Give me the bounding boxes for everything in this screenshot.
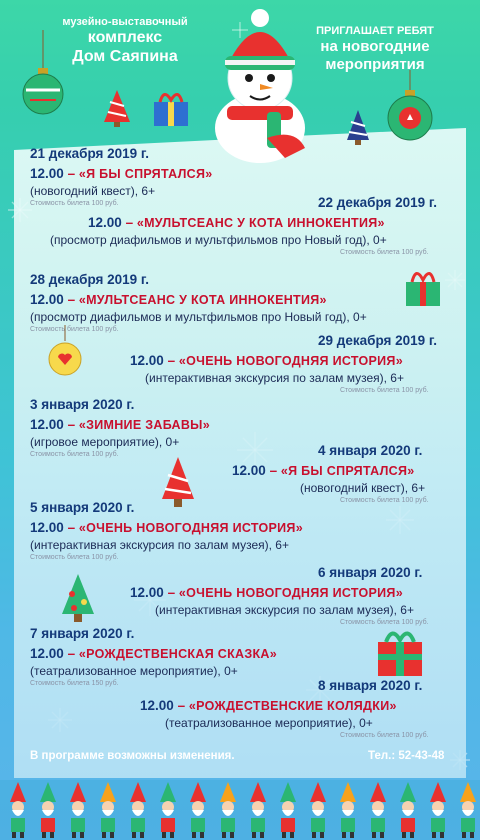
event-title-line: [130, 353, 403, 368]
ticket-price: Стоимость билета 100 руб.: [30, 451, 119, 458]
phone-number: Тел.: 52-43-48: [368, 750, 445, 762]
gift-box-icon: [372, 624, 428, 680]
ticket-price: Стоимость билета 150 руб.: [30, 680, 119, 687]
event-date: 22 декабря 2019 г.: [318, 195, 437, 210]
ticket-price: Стоимость билета 100 руб.: [340, 249, 429, 256]
organizer-line-1: комплекс: [87, 28, 163, 46]
ticket-price: Стоимость билета 100 руб.: [30, 326, 119, 333]
event-dash: –: [67, 166, 76, 181]
event-title-line: [30, 292, 327, 307]
event-name: «МУЛЬТСЕАНС У КОТА ИННОКЕНТИЯ»: [78, 293, 327, 307]
event-date: 28 декабря 2019 г.: [30, 272, 149, 287]
event-title-line: [30, 520, 303, 535]
event-date: 5 января 2020 г.: [30, 500, 135, 515]
event-time: 12.00: [88, 215, 122, 230]
event-dash: –: [177, 698, 186, 713]
event-date: 8 января 2020 г.: [318, 678, 423, 693]
event-name: «Я БЫ СПРЯТАЛСЯ»: [78, 167, 213, 181]
event-description: (просмотр диафильмов и мультфильмов про Новый год), 0+: [50, 233, 387, 247]
event-description: (новогодний квест), 6+: [300, 481, 426, 495]
event-date: 7 января 2020 г.: [30, 626, 135, 641]
christmas-tree-icon: [345, 108, 371, 146]
ticket-price: Стоимость билета 100 руб.: [340, 619, 429, 626]
event-description: (новогодний квест), 6+: [30, 184, 156, 198]
ornament-ball-icon: [385, 70, 435, 160]
event-date: 21 декабря 2019 г.: [30, 146, 149, 161]
event-date: 3 января 2020 г.: [30, 397, 135, 412]
event-title-line: [88, 215, 385, 230]
event-description: (интерактивная экскурсия по залам музея), 6+: [155, 603, 414, 617]
christmas-tree-icon: [102, 88, 132, 128]
event-time: 12.00: [30, 520, 64, 535]
event-title-line: [130, 585, 403, 600]
event-date: 6 января 2020 г.: [318, 565, 423, 580]
ticket-price: Стоимость билета 100 руб.: [30, 200, 119, 207]
event-description: (игровое мероприятие), 0+: [30, 435, 180, 449]
invite-subtitle: ПРИГЛАШАЕТ РЕБЯТ: [316, 25, 434, 37]
invite-line-2: мероприятия: [325, 55, 425, 73]
event-time: 12.00: [30, 646, 64, 661]
christmas-tree-icon: [158, 455, 198, 509]
event-name: «Я БЫ СПРЯТАЛСЯ»: [280, 464, 415, 478]
ornament-ball-icon: [45, 325, 85, 385]
snowman-icon: [205, 8, 315, 168]
christmas-tree-icon: [58, 572, 98, 624]
event-description: (театрализованное мероприятие), 0+: [165, 716, 373, 730]
event-time: 12.00: [130, 353, 164, 368]
event-title-line: [30, 417, 210, 432]
event-time: 12.00: [30, 292, 64, 307]
organizer-line-2: Дом Саяпина: [72, 47, 178, 65]
event-title-line: [232, 463, 415, 478]
event-time: 12.00: [232, 463, 266, 478]
gnome-border: [0, 780, 480, 840]
gift-box-icon: [400, 262, 446, 310]
gift-box-icon: [150, 86, 192, 130]
event-name: «ОЧЕНЬ НОВОГОДНЯЯ ИСТОРИЯ»: [178, 354, 403, 368]
event-time: 12.00: [30, 417, 64, 432]
event-dash: –: [67, 520, 76, 535]
organizer-subtitle: музейно-выставочный: [62, 16, 188, 28]
event-name: «ОЧЕНЬ НОВОГОДНЯЯ ИСТОРИЯ»: [178, 586, 403, 600]
ornament-ball-icon: [18, 30, 68, 120]
event-title-line: [30, 646, 277, 661]
event-title-line: [30, 166, 213, 181]
event-description: (интерактивная экскурсия по залам музея), 6+: [145, 371, 404, 385]
event-time: 12.00: [130, 585, 164, 600]
event-name: «РОЖДЕСТВЕНСКИЕ КОЛЯДКИ»: [188, 699, 397, 713]
event-dash: –: [67, 292, 76, 307]
event-name: «ЗИМНИЕ ЗАБАВЫ»: [78, 418, 210, 432]
event-dash: –: [167, 353, 176, 368]
event-description: (театрализованное мероприятие), 0+: [30, 664, 238, 678]
event-dash: –: [67, 417, 76, 432]
event-title-line: [140, 698, 397, 713]
event-description: (интерактивная экскурсия по залам музея), 6+: [30, 538, 289, 552]
event-name: «РОЖДЕСТВЕНСКАЯ СКАЗКА»: [78, 647, 277, 661]
event-dash: –: [125, 215, 134, 230]
event-dash: –: [67, 646, 76, 661]
invite-line-1: на новогодние: [320, 37, 430, 55]
changes-note: В программе возможны изменения.: [30, 750, 235, 762]
event-date: 29 декабря 2019 г.: [318, 333, 437, 348]
event-name: «МУЛЬТСЕАНС У КОТА ИННОКЕНТИЯ»: [136, 216, 385, 230]
ticket-price: Стоимость билета 100 руб.: [340, 387, 429, 394]
event-time: 12.00: [140, 698, 174, 713]
ticket-price: Стоимость билета 100 руб.: [340, 497, 429, 504]
event-dash: –: [269, 463, 278, 478]
event-name: «ОЧЕНЬ НОВОГОДНЯЯ ИСТОРИЯ»: [78, 521, 303, 535]
event-dash: –: [167, 585, 176, 600]
event-description: (просмотр диафильмов и мультфильмов про Новый год), 0+: [30, 310, 367, 324]
ticket-price: Стоимость билета 100 руб.: [340, 732, 429, 739]
event-time: 12.00: [30, 166, 64, 181]
event-date: 4 января 2020 г.: [318, 443, 423, 458]
ticket-price: Стоимость билета 100 руб.: [30, 554, 119, 561]
invite-title: [300, 25, 450, 73]
